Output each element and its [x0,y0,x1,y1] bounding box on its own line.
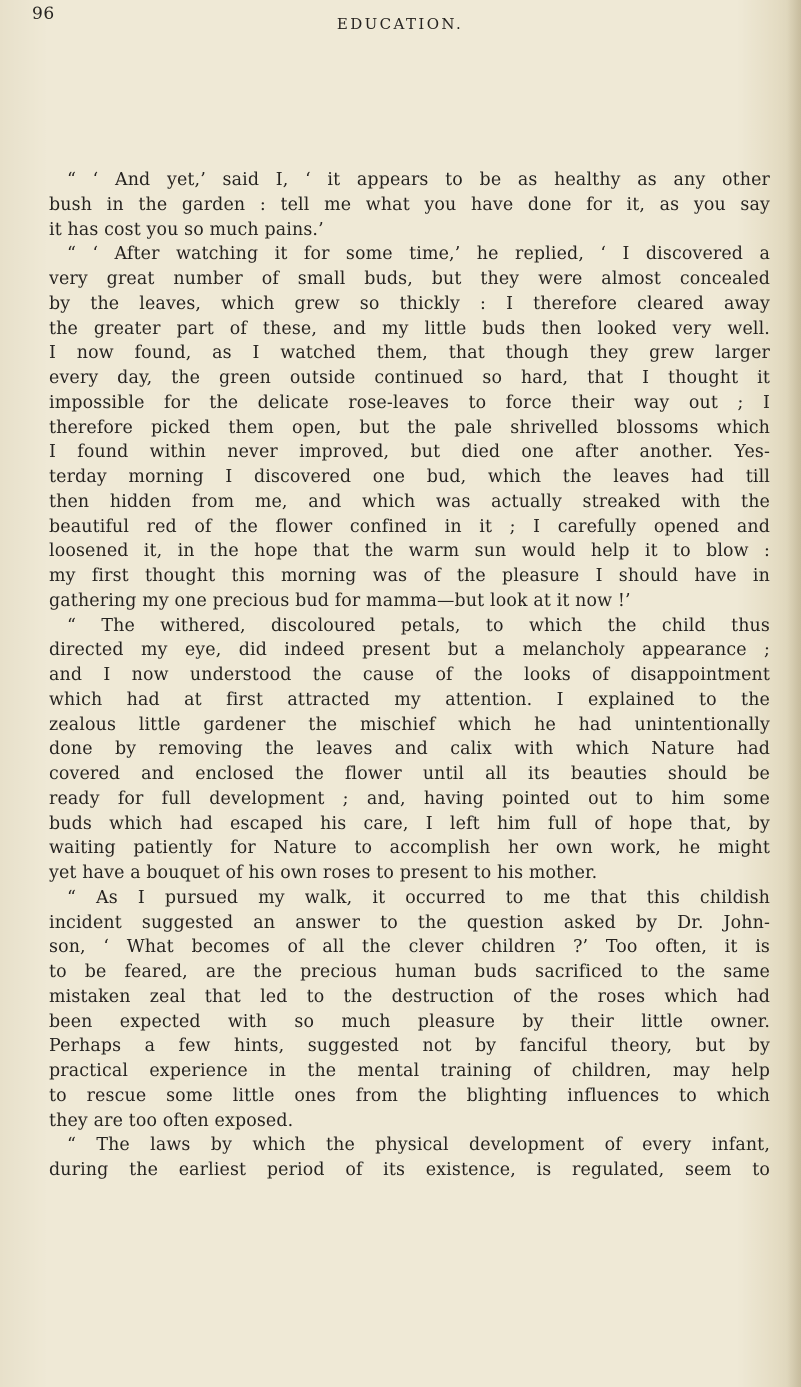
text-line: “ The withered, discoloured petals, to which the child thus [67,615,770,636]
text-line: covered and enclosed the flower until all its beauties should be [49,764,770,784]
paragraph [49,168,770,242]
text-line: it has cost you so much pains.’ [49,219,324,240]
text-line: impossible for the delicate rose-leaves to force their way out ; I [49,392,770,413]
text-line: gathering my one precious bud for mamma—but look at it now !’ [49,590,631,611]
text-line: “ As I pursued my walk, it occurred to me that this childish [67,887,770,908]
text-line: incident suggested an answer to the question asked by Dr. John- [49,912,770,933]
text-line: waiting patiently for Nature to accomplish her own work, he might [49,838,770,859]
text-line: by the leaves, which grew so thickly : I therefore cleared away [49,293,770,314]
text-line: practical experience in the mental training of children, may help [49,1061,770,1081]
text-line: I now found, as I watched them, that though they grew larger [49,343,770,364]
text-line: to be feared, are the precious human buds sacrificed to the same [49,962,770,982]
running-head: EDUCATION. [336,15,464,33]
text-line: “ The laws by which the physical development of every infant, [67,1135,770,1156]
text-line: very great number of small buds, but they were almost concealed [49,269,770,289]
text-line: zealous little gardener the mischief which he had unintentionally [49,714,770,735]
text-line: “ ‘ After watching it for some time,’ he replied, ‘ I discovered a [67,244,770,265]
text-line: then hidden from me, and which was actually streaked with the [49,491,770,512]
text-line: every day, the green outside continued so hard, that I thought it [49,368,770,388]
text-line: been expected with so much pleasure by their little owner. [49,1011,770,1032]
text-line: beautiful red of the flower confined in it ; I carefully opened and [49,516,770,537]
text-line: done by removing the leaves and calix with which Nature had [49,739,770,760]
paragraph [49,1133,770,1183]
text-line: yet have a bouquet of his own roses to present to his mother. [49,863,598,883]
paragraph [49,886,770,1134]
text-line: buds which had escaped his care, I left him full of hope that, by [49,813,770,834]
page-number: 96 [32,4,55,24]
body-text-block [49,168,770,1183]
text-line: and I now understood the cause of the looks of disappointment [49,665,770,685]
paragraph [49,242,770,613]
text-line: to rescue some little ones from the blighting influences to which [49,1085,770,1106]
text-line: I found within never improved, but died one after another. Yes- [49,442,770,463]
text-line: Perhaps a few hints, suggested not by fanciful theory, but by [49,1036,770,1057]
text-line: ready for full development ; and, having pointed out to him some [49,788,770,809]
text-line: therefore picked them open, but the pale shrivelled blossoms which [49,417,770,438]
paragraph [49,614,770,886]
text-line: my first thought this morning was of the pleasure I should have in [49,566,770,586]
text-line: mistaken zeal that led to the destruction of the roses which had [49,986,770,1007]
text-line: they are too often exposed. [49,1110,294,1131]
page-edge-shadow [787,0,801,1387]
text-line: loosened it, in the hope that the warm sun would help it to blow : [49,541,770,562]
text-line: bush in the garden : tell me what you have done for it, as you say [49,194,770,215]
text-line: which had at first attracted my attention. I explained to the [49,689,770,710]
text-line: during the earliest period of its existence, is regulated, seem to [49,1160,770,1180]
text-line: “ ‘ And yet,’ said I, ‘ it appears to be as healthy as any other [67,170,770,190]
body-text [49,15,770,150]
text-line: directed my eye, did indeed present but a melancholy appearance ; [49,640,770,661]
text-line: terday morning I discovered one bud, which the leaves had till [49,467,770,487]
text-line: son, ‘ What becomes of all the clever children ?’ Too often, it is [49,937,770,958]
text-line: the greater part of these, and my little buds then looked very well. [49,318,770,339]
